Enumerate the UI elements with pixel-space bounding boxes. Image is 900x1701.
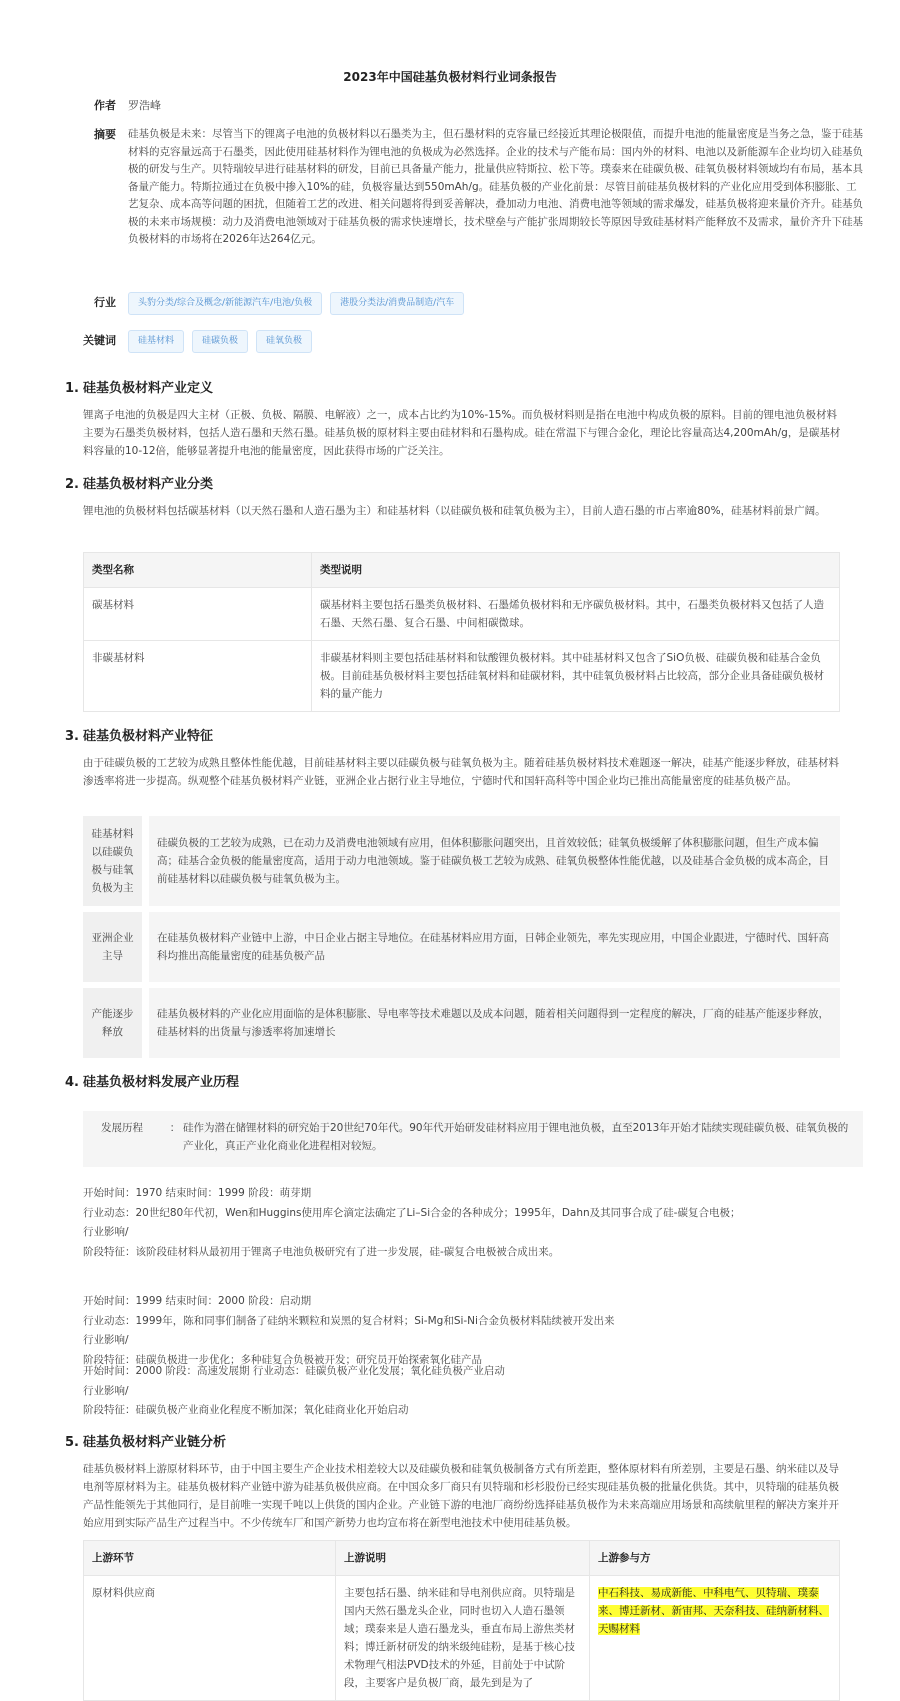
feature-block <box>83 912 840 982</box>
table-cell: 原材料供应商 <box>84 1576 336 1701</box>
section-title: 硅基负极材料产业链分析 <box>83 1435 227 1450</box>
classification-paragraph: 锂电池的负极材料包括碳基材料（以天然石墨和人造石墨为主）和硅基材料（以硅碳负极和硅氧负极为主），目前人造石墨的市占率逾80%，硅基材料前景广阔。 <box>83 505 826 517</box>
section-number: 3. <box>65 729 79 744</box>
history-text: 硅作为潜在储锂材料的研究始于20世纪70年代。90年代开始研发硅材料应用于锂电池负极，直至2013年开始才陆续实现硅碳负极、硅氧负极的产业化，真正产业化商业化进程相对较短。 <box>183 1122 849 1152</box>
keywords-row <box>70 330 320 353</box>
section-title: 硅基负极材料产业分类 <box>83 477 214 492</box>
table-cell: 非碳基材料 <box>84 641 312 712</box>
section-title: 硅基负极材料产业定义 <box>83 381 214 396</box>
stage-line: 行业动态：1999年，陈和同事们制备了硅纳米颗粒和炭黑的复合材料；Si-Mg和Si-Ni合金负极材料陆续被开发出来 <box>83 1314 615 1327</box>
stage-line: 阶段特征：硅碳负极进一步优化；多种硅复合负极被开发；研究员开始探索氧化硅产品 <box>83 1353 482 1366</box>
history-colon: ： <box>169 1122 181 1134</box>
separator: 、 <box>787 1587 798 1599</box>
industry-row <box>82 292 472 315</box>
section-title: 硅基负极材料产业特征 <box>83 729 214 744</box>
table-header-row <box>84 553 840 588</box>
table-header-row <box>84 1541 840 1576</box>
industry-label: 行业 <box>94 296 116 309</box>
participants-cell <box>590 1576 840 1701</box>
stage-line: 行业动态：20世纪80年代初，Wen和Huggins使用库仑滴定法确定了Li–Si合金的各种成分；1995年，Dahn及其同事合成了硅-碳复合电极； <box>83 1206 741 1219</box>
section-number: 1. <box>65 381 79 396</box>
table-row <box>84 1576 840 1701</box>
section-heading <box>65 1434 226 1452</box>
stage-line: 行业影响/ <box>83 1226 129 1238</box>
table-header-cell: 上游参与方 <box>590 1541 840 1576</box>
definition-paragraph: 锂离子电池的负极是四大主材（正极、负极、隔膜、电解液）之一，成本占比约为10%-15%。而负极材料则是指在电池中构成负极的原料。目前的锂电池负极材料主要为石墨类负极材料，包括人造石墨和天然石墨。硅基负极的原材料主要由硅材料和石墨构成。硅在常温下与锂合金化，理论比容量高达4,200mAh/g，是碳基材料容量的10-12倍，能够显著提升电池的能量密度，因此获得市场的广泛关注。 <box>83 409 841 457</box>
table-header-cell: 上游说明 <box>336 1541 590 1576</box>
stage-line: 行业影响/ <box>83 1384 129 1397</box>
participant[interactable]: 硅纳新材料 <box>766 1605 819 1617</box>
participant[interactable]: 璞泰来 <box>598 1587 819 1617</box>
participant[interactable]: 易成新能 <box>650 1587 693 1599</box>
section-heading <box>65 380 213 398</box>
separator: 、 <box>703 1605 714 1617</box>
separator: 、 <box>640 1587 651 1599</box>
table-header-cell: 类型说明 <box>312 553 840 588</box>
history-summary-box <box>83 1111 863 1167</box>
report-title: 2023年中国硅基负极材料行业词条报告 <box>343 70 557 84</box>
stage-line: 阶段特征：硅碳负极产业商业化程度不断加深；氧化硅商业化开始启动 <box>83 1404 409 1416</box>
author-label: 作者 <box>94 99 116 112</box>
table-cell: 主要包括石墨、纳米硅和导电剂供应商。贝特瑞是国内天然石墨龙头企业，同时也切入人造石墨领域；璞泰来是人造石墨龙头，垂直布局上游焦类材料；博迁新材研发的纳米级纯硅粉，是基于核心技术物理气相法PVD技术的外延，目前处于中试阶段，主要客户是负极厂商，最先到是为了 <box>336 1576 590 1701</box>
keyword-tag[interactable]: 硅基材料 <box>128 330 184 353</box>
separator: 、 <box>818 1605 829 1617</box>
stage-line: 开始时间：2000 阶段：高速发展期 行业动态：硅碳负极产业化发展；氧化硅负极产业启动 <box>83 1365 505 1377</box>
feature-text: 在硅基负极材料产业链中上游，中日企业占据主导地位。在硅基材料应用方面，日韩企业领先，率先实现应用，中国企业跟进，宁德时代、国轩高科均推出高能量密度的硅基负极产品 <box>149 912 840 982</box>
feature-block <box>83 988 840 1058</box>
author-value: 罗浩峰 <box>128 99 161 112</box>
participant[interactable]: 新宙邦 <box>671 1605 703 1617</box>
author-row <box>82 97 161 115</box>
table-row <box>84 588 840 641</box>
section-number: 4. <box>65 1075 79 1090</box>
classification-table <box>83 552 840 712</box>
feature-block <box>83 816 840 906</box>
feature-text: 硅碳负极的工艺较为成熟，已在动力及消费电池领域有应用，但体积膨胀问题突出，且首效较低；硅氧负极缓解了体积膨胀问题，但生产成本偏高；硅基合金负极的能量密度高，适用于动力电池领域。鉴于硅碳负极工艺较为成熟、硅氧负极整体性能优越，以及硅基合金负极的成本高企，目前硅基材料以硅碳负极与硅氧负极为主。 <box>149 816 840 906</box>
table-header-cell: 类型名称 <box>84 553 312 588</box>
table-cell: 非碳基材料则主要包括硅基材料和钛酸锂负极材料。其中硅基材料又包含了SiO负极、硅碳负极和硅基合金负极。目前硅基负极材料主要包括硅氧材料和硅碳材料，其中硅氧负极材料占比较高，部分企业具备硅碳负极材料的量产能力 <box>312 641 840 712</box>
abstract-row <box>82 126 863 249</box>
feature-label: 亚洲企业主导 <box>83 912 142 982</box>
industry-tag[interactable]: 港股分类法/消费品制造/汽车 <box>330 292 464 315</box>
abstract-text: 硅基负极是未来：尽管当下的锂离子电池的负极材料以石墨类为主，但石墨材料的克容量已经接近其理论极限值，而提升电池的能量密度是当务之急，鉴于硅基材料的克容量远高于石墨类，因此使用硅基材料作为锂电池的负极成为必然选择。企业的技术与产能布局：国内外的材料、电池以及新能源车企业均切入硅基负极的研发与生产。贝特瑞较早进行硅基材料的研发，目前已具备量产能力，批量供应特斯拉、松下等。璞泰来在硅碳负极、硅氧负极材料领域均有布局，基本具备量产能力。特斯拉通过在负极中掺入10%的硅，负极容量达到550mAh/g。硅基负极的产业化前景：尽管目前硅基负极材料的产业化应用受到体积膨胀、工艺复杂、成本高等问题的困扰，但随着工艺的改进、相关问题将得到妥善解决，叠加动力电池、消费电池等领域的需求爆发，硅基负极将迎来量价齐升。硅基负极的未来市场规模：动力及消费电池领域对于硅基负极的需求快速增长，技术壁垒与产能扩张周期较长等原因导致硅基材料产能释放不及需求，量价齐升下硅基负极材料的市场将在2026年达264亿元。 <box>128 128 863 245</box>
feature-label: 硅基材料以硅碳负极与硅氧负极为主 <box>83 816 142 906</box>
participant[interactable]: 贝特瑞 <box>755 1587 787 1599</box>
keyword-tag[interactable]: 硅氧负极 <box>256 330 312 353</box>
industry-tags <box>128 292 472 315</box>
table-cell: 碳基材料 <box>84 588 312 641</box>
abstract-label: 摘要 <box>94 128 116 141</box>
stage-line: 开始时间：1999 结束时间：2000 阶段：启动期 <box>83 1295 312 1307</box>
stage-line: 阶段特征：该阶段硅材料从最初用于锂离子电池负极研究有了进一步发展，硅-碳复合电极被合成出来。 <box>83 1245 560 1258</box>
table-cell: 碳基材料主要包括石墨类负极材料、石墨烯负极材料和无序碳负极材料。其中，石墨类负极材料又包括了人造石墨、天然石墨、复合石墨、中间相碳微球。 <box>312 588 840 641</box>
stage-line: 行业影响/ <box>83 1334 129 1346</box>
separator: 、 <box>745 1587 756 1599</box>
chain-paragraph: 硅基负极材料上游原材料环节，由于中国主要生产企业技术相差较大以及硅碳负极和硅氧负极制备方式有所差距，整体原材料有所差别，主要是石墨、纳米硅以及导电剂等原材料为主。硅基负极材料产业链中游为硅基负极供应商。在中国众多厂商只有贝特瑞和杉杉股份已经实现硅基负极的批量化供货。其中，贝特瑞的硅基负极产品性能领先于其他同行，是目前唯一实现千吨以上供货的国内企业。产业链下游的电池厂商纷纷选择硅基负极作为未来高端应用场景和高续航里程的解决方案并开始应用到实际产品生产过程当中。不少传统车厂和国产新势力也均宣布将在新型电池技术中使用硅基负极。 <box>83 1463 839 1529</box>
separator: 、 <box>692 1587 703 1599</box>
section-heading <box>65 1074 239 1092</box>
history-stage <box>83 1362 843 1421</box>
section-number: 2. <box>65 477 79 492</box>
chain-table <box>83 1540 840 1701</box>
section-heading <box>65 476 213 494</box>
keyword-tags <box>128 330 320 353</box>
keyword-tag[interactable]: 硅碳负极 <box>192 330 248 353</box>
features-paragraph: 由于硅碳负极的工艺较为成熟且整体性能优越，目前硅基材料主要以硅碳负极与硅氧负极为主。随着硅基负极材料技术难题逐一解决，硅基产能逐步释放，硅基材料渗透率将进一步提高。纵观整个硅基负极材料产业链，亚洲企业占据行业主导地位，宁德时代和国轩高科等中国企业均已推出高能量密度的硅基负极产品。 <box>83 757 839 787</box>
section-title: 硅基负极材料发展产业历程 <box>83 1075 240 1090</box>
section-heading <box>65 728 213 746</box>
section-number: 5. <box>65 1435 79 1450</box>
participant[interactable]: 中科电气 <box>703 1587 745 1599</box>
participant[interactable]: 天奈科技 <box>713 1605 756 1617</box>
separator: 、 <box>755 1605 766 1617</box>
history-label: 发展历程 <box>101 1122 143 1134</box>
keywords-label: 关键词 <box>83 334 116 347</box>
separator: 、 <box>661 1605 672 1617</box>
participant[interactable]: 中石科技 <box>598 1587 640 1599</box>
table-header-cell: 上游环节 <box>84 1541 336 1576</box>
history-stage <box>83 1292 843 1370</box>
participant[interactable]: 博迁新材 <box>619 1605 661 1617</box>
feature-label: 产能逐步释放 <box>83 988 142 1058</box>
history-stage <box>83 1184 843 1262</box>
participant[interactable]: 天赐材料 <box>598 1623 640 1635</box>
industry-tag[interactable]: 头豹分类/综合及概念/新能源汽车/电池/负极 <box>128 292 322 315</box>
table-row <box>84 641 840 712</box>
feature-text: 硅基负极材料的产业化应用面临的是体积膨胀、导电率等技术难题以及成本问题，随着相关问题得到一定程度的解决，厂商的硅基产能逐步释放，硅基材料的出货量与渗透率将加速增长 <box>149 988 840 1058</box>
separator: 、 <box>608 1605 619 1617</box>
stage-line: 开始时间：1970 结束时间：1999 阶段：萌芽期 <box>83 1187 312 1199</box>
